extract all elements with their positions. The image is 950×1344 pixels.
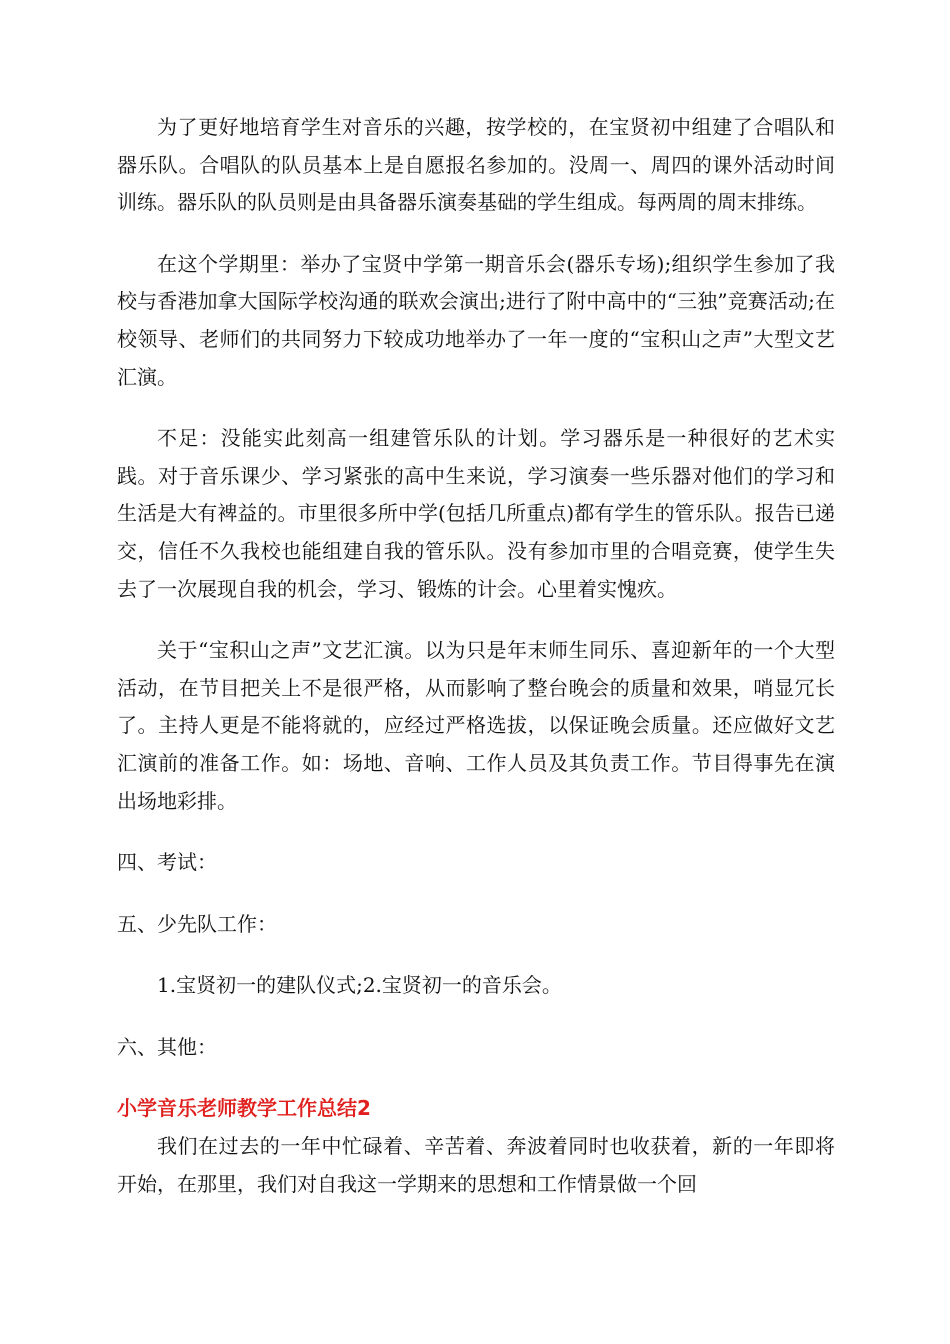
paragraph-performance-review: 关于“宝积山之声”文艺汇演。以为只是年末师生同乐、喜迎新年的一个大型活动，在节目把关上不是很严格，从而影响了整台晚会的质量和效果，哨显冗长了。主持人更是不能将就的，应经过严格选拔，以保证晚会质量。还应做好文艺汇演前的准备工作。如：场地、音响、工作人员及其负责工作。节目得事先在演出场地彩排。 <box>117 638 835 813</box>
paragraph-semester-activities: 在这个学期里：举办了宝贤中学第一期音乐会(器乐专场);组织学生参加了我校与香港加拿大国际学校沟通的联欢会演出;进行了附中高中的“三独”竞赛活动;在校领导、老师们的共同努力下较成功地举办了一年一度的“宝积山之声”大型文艺汇演。 <box>117 251 835 389</box>
paragraph-choir-band: 为了更好地培育学生对音乐的兴趣，按学校的，在宝贤初中组建了合唱队和器乐队。合唱队的队员基本上是自愿报名参加的。没周一、周四的课外活动时间训练。器乐队的队员则是由具备器乐演奏基础的学生组成。每两周的周末排练。 <box>117 115 835 215</box>
paragraph-gap <box>117 396 835 420</box>
paragraph-gap <box>117 1066 835 1090</box>
paragraph-gap <box>117 943 835 967</box>
section-five-item: 1.宝贤初一的建队仪式;2.宝贤初一的音乐会。 <box>157 973 562 998</box>
paragraph-gap <box>117 222 835 246</box>
paragraph-gap <box>117 820 835 844</box>
paragraph-intro: 我们在过去的一年中忙碌着、辛苦着、奔波着同时也收获着，新的一年即将开始，在那里，我们对自我这一学期来的思想和工作情景做一个回 <box>117 1134 835 1196</box>
paragraph-gap <box>117 882 835 906</box>
document-body <box>117 109 835 1203</box>
paragraph-gap <box>117 608 835 632</box>
section-six-heading: 六、其他： <box>117 1034 217 1059</box>
section-five-heading: 五、少先队工作： <box>117 911 277 936</box>
section-four-heading: 四、考试： <box>117 850 217 875</box>
paragraph-gap <box>117 1005 835 1029</box>
paragraph-shortcomings: 不足：没能实此刻高一组建管乐队的计划。学习器乐是一种很好的艺术实践。对于音乐课少、学习紧张的高中生来说，学习演奏一些乐器对他们的学习和生活是大有裨益的。市里很多所中学(包括几所重点)都有学生的管乐队。报告已递交，信任不久我校也能组建自我的管乐队。没有参加市里的合唱竞赛，使学生失去了一次展现自我的机会，学习、锻炼的计会。心里着实愧疚。 <box>117 426 835 601</box>
article-heading: 小学音乐老师教学工作总结2 <box>117 1096 371 1121</box>
